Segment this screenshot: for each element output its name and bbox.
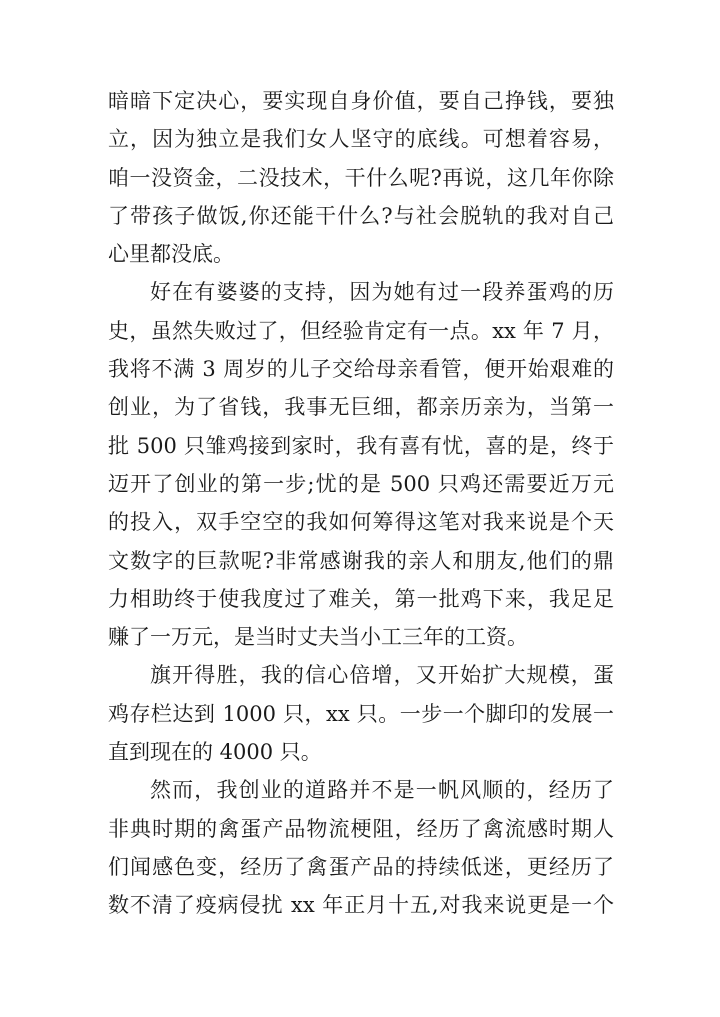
- text-line: 鸡存栏达到 1000 只，xx 只。一步一个脚印的发展一: [108, 701, 614, 726]
- text-line: 赚了一万元，是当时丈夫当小工三年的工资。: [108, 625, 528, 650]
- text-line: 我将不满 3 周岁的儿子交给母亲看管，便开始艰难的: [108, 357, 614, 382]
- text-line: 批 500 只雏鸡接到家时，我有喜有忧，喜的是，终于: [108, 433, 614, 458]
- text-line: 非典时期的禽蛋产品物流梗阻，经历了禽流感时期人: [108, 816, 614, 841]
- text-line: 暗暗下定决心，要实现自身价值，要自己挣钱，要独: [108, 89, 614, 113]
- text-line: 立，因为独立是我们女人坚守的底线。可想着容易，: [108, 127, 614, 152]
- text-line: 力相助终于使我度过了难关，第一批鸡下来，我足足: [108, 586, 614, 611]
- paragraph: [108, 771, 614, 924]
- text-line: 迈开了创业的第一步;忧的是 500 只鸡还需要近万元: [108, 471, 614, 496]
- paragraph: [108, 656, 614, 771]
- paragraph: [108, 273, 614, 656]
- text-line: 咱一没资金，二没技术，干什么呢?再说，这几年你除: [108, 165, 614, 190]
- text-line: 了带孩子做饭,你还能干什么?与社会脱轨的我对自己: [108, 203, 614, 228]
- paragraph: [108, 82, 614, 273]
- text-line: 直到现在的 4000 只。: [108, 740, 322, 765]
- text-line: 然而，我创业的道路并不是一帆风顺的，经历了: [150, 778, 614, 803]
- text-line: 好在有婆婆的支持，因为她有过一段养蛋鸡的历: [150, 280, 614, 305]
- text-line: 数不清了疫病侵扰 xx 年正月十五,对我来说更是一个: [108, 893, 614, 918]
- text-line: 心里都没底。: [108, 242, 234, 267]
- text-line: 的投入，双手空空的我如何筹得这笔对我来说是个天: [108, 510, 614, 535]
- text-line: 文数字的巨款呢?非常感谢我的亲人和朋友,他们的鼎: [108, 548, 614, 573]
- text-line: 旗开得胜，我的信心倍增，又开始扩大规模，蛋: [150, 663, 614, 688]
- text-line: 创业，为了省钱，我事无巨细，都亲历亲为，当第一: [108, 395, 614, 420]
- text-line: 们闻感色变，经历了禽蛋产品的持续低迷，更经历了: [108, 854, 614, 879]
- text-line: 史，虽然失败过了，但经验肯定有一点。xx 年 7 月，: [108, 318, 614, 343]
- document-body: [108, 82, 614, 925]
